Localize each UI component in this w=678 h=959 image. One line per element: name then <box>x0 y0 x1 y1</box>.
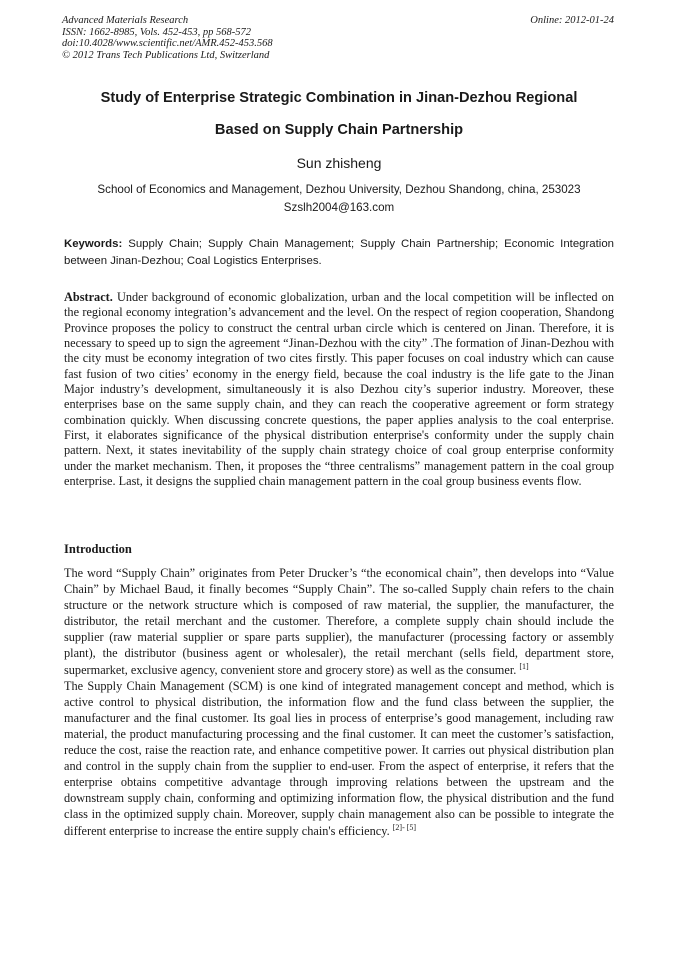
affiliation: School of Economics and Management, Dezhou University, Dezhou Shandong, china, 253023 <box>97 183 581 196</box>
abstract-label: Abstract. <box>64 290 113 304</box>
citation-ref: [1] <box>519 661 529 671</box>
abstract-text: Under background of economic globalization, urban and the local competition will be inflected on the regional economy integration’s advancement and the level. On the respect of region cooperation, Shandong Province proposes the policy to construct the central urban circle which is centered on Jinan. Therefore, it is necessary to speed up to sign the agreement “Jinan-Dezhou with the city” .The formation of Jinan-Dezhou with the city must be economy integration of two cites firstly. This paper focuses on coal industry which can cause fast fusion of two cities’ economy in the energy field, because the coal industry is the life gate to the Jinan Major industry’s development, simultaneously it is also Dezhou city’s superior industry. Moreover, these enterprises base on the same supply chain, and they can reach the cooperative agreement or form strategy combination quickly. When discussing concrete questions, the paper applies analysis to the coal enterprise. First, it elaborates significance of the physical distribution enterprise's conformity under the supply chain pattern. Next, it states inevitability of the supply chain strategy choice of coal group enterprise conformity under the market mechanism. Then, it proposes the “three centralisms” management pattern in the coal group enterprise. Last, it designs the supplied chain management pattern in the coal group business events flow. <box>64 290 614 489</box>
journal-header <box>62 15 614 61</box>
section-heading-introduction: Introduction <box>64 542 132 556</box>
keywords-label: Keywords: <box>64 238 123 250</box>
abstract-block <box>64 290 614 489</box>
introduction-body <box>64 565 614 839</box>
paragraph-text: The Supply Chain Management (SCM) is one kind of integrated management concept and method, which is active control to physical distribution, the information flow and the fund class between the supplier, the manufacturer and the final customer. Its goal lies in process of enterprise’s good management, including raw material, the product manufacturing processing and the final customer. It can meet the customer’s satisfaction, reduce the cost, raise the reaction rate, and enhance competitive power. It carries out physical distribution plan and control in the supply chain from the supplier to end-user. From the aspect of enterprise, it refers that the enterprise obtains competitive advantage through improving relations between the upstream and the downstream supply chain, conforming and optimizing information flow, the physical distribution and the fund class in the optimized supply chain. Moreover, supply chain management also can be possible to integrate the different enterprise to increase the entire supply chain's efficiency. <box>64 678 614 838</box>
paper-title-line1: Study of Enterprise Strategic Combination in Jinan-Dezhou Regional <box>100 90 578 106</box>
author-name: Sun zhisheng <box>296 155 382 171</box>
affiliation-block <box>40 181 638 216</box>
doi-line[interactable]: doi:10.4028/www.scientific.net/AMR.452-453.568 <box>62 38 273 50</box>
citation-ref: [2]- [5] <box>392 822 417 832</box>
paragraph <box>64 565 614 678</box>
copyright-line: © 2012 Trans Tech Publications Ltd, Switzerland <box>62 49 270 61</box>
paragraph <box>64 678 614 839</box>
issn-line: ISSN: 1662-8985, Vols. 452-453, pp 568-572 <box>62 26 251 38</box>
online-date: Online: 2012-01-24 <box>530 15 614 26</box>
journal-name: Advanced Materials Research <box>62 15 189 26</box>
keywords-block <box>64 236 614 269</box>
author-email[interactable]: Szslh2004@163.com <box>283 200 395 214</box>
paragraph-text: The word “Supply Chain” originates from Peter Drucker’s “the economical chain”, then develops into “Value Chain” by Michael Baud, it finally becomes “Supply Chain”. The so-called Supply chain refers to the chain structure or the network structure which is composed of raw material, the supplier, the manufacturer, the distributor, the retail merchant and the customer. Therefore, a complete supply chain should include the supplier (raw material supplier or spare parts supplier), the manufacturer (processing factory or assembly plant), the distributor (business agent or wholesaler), the retail merchant (sells field, department store, supermarket, exclusive agency, convenient store and grocery store) as well as the consumer. <box>64 566 614 677</box>
keywords-text: Supply Chain; Supply Chain Management; Supply Chain Partnership; Economic Integration between Jinan-Dezhou; Coal Logistics Enterprises. <box>64 238 614 267</box>
paper-title-line2: Based on Supply Chain Partnership <box>214 122 464 138</box>
